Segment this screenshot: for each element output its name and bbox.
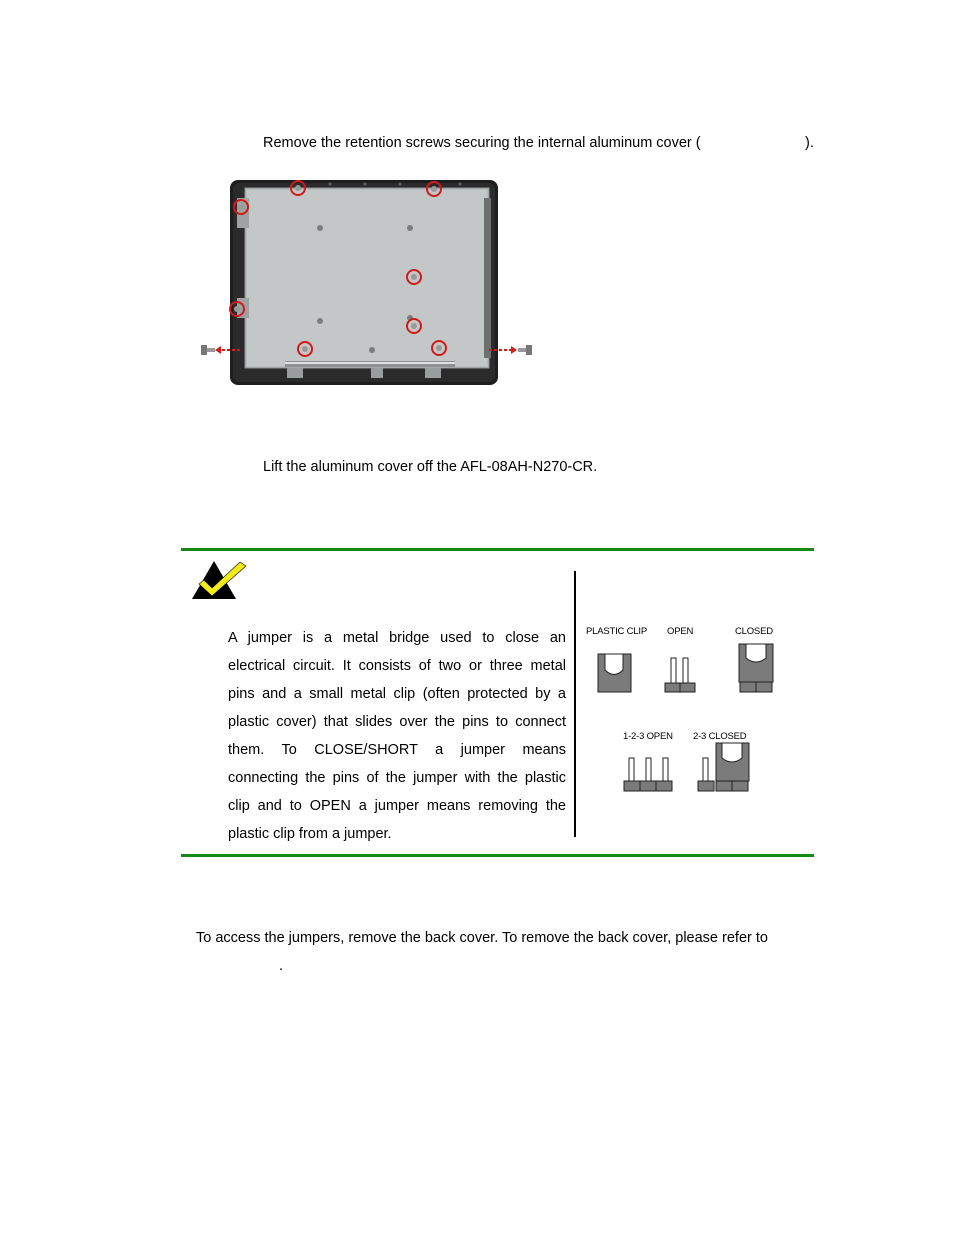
label-plastic-clip: PLASTIC CLIP [586,626,647,637]
note-top-rule [181,548,814,551]
access-jumpers-line1 [196,929,768,947]
aluminum-cover-photo [195,176,540,390]
access-jumpers-line2 [279,957,283,975]
step-remove-screws-main: Remove the retention screws securing the internal aluminum cover ( [263,135,701,151]
note-vertical-divider [574,571,576,837]
access-jumpers-period: . [279,958,284,974]
jumper-diagram [583,618,778,800]
note-body-text: A jumper is a metal bridge used to close an electrical circuit. It consists of two or three metal pins and a small metal clip (often protected by a plastic cover) that slides over the pins to connect them. To CLOSE/SHORT a jumper means connecting the pins of the jumper with the plastic clip and to OPEN a jumper means removing the plastic clip from a jumper. [228,630,566,842]
step-lift-cover-label: Lift the aluminum cover off the AFL-08AH-N270-CR. [263,459,598,475]
note-checkmark-icon [190,558,250,602]
note-bottom-rule [181,854,814,857]
step-remove-screws-end [805,134,814,152]
step-remove-screws-text [263,134,701,152]
step-remove-screws-close-paren: ). [805,135,814,151]
label-123-open: 1-2-3 OPEN [623,731,673,742]
step-lift-cover-text [263,458,597,476]
label-closed: CLOSED [735,626,773,637]
access-jumpers-text: To access the jumpers, remove the back cover. To remove the back cover, please refer to [196,930,768,946]
label-open: OPEN [667,626,694,637]
label-23-closed: 2-3 CLOSED [693,731,747,742]
